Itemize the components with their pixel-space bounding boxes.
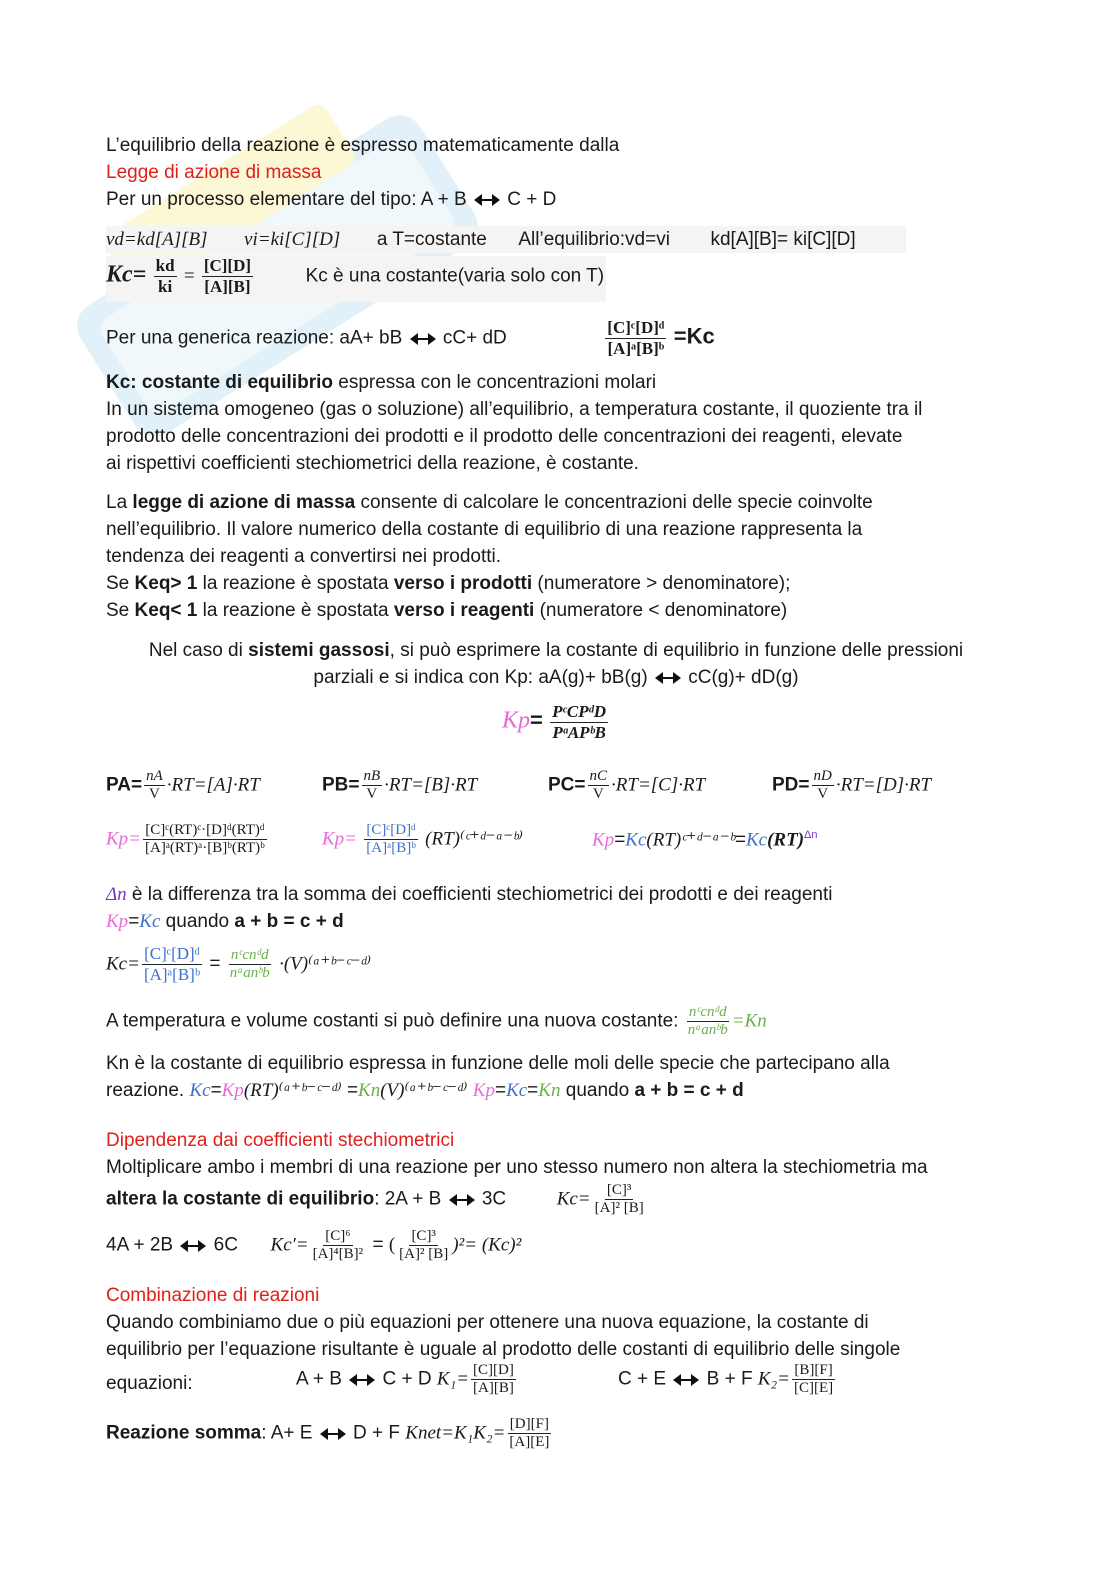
combo-r1 xyxy=(296,1362,518,1397)
kc-desc-rest: espressa con le concentrazioni molari xyxy=(332,372,657,393)
kd-num: kd xyxy=(155,256,175,275)
temp-constant: a T=costante xyxy=(376,229,487,250)
kn-kc: Kc xyxy=(189,1080,211,1101)
combo-r2 xyxy=(618,1362,837,1397)
stoich-example-1 xyxy=(106,1182,648,1224)
homogeneous-p2: prodotto delle concentrazioni dei prodotti e il prodotto delle concentrazioni dei reagenti, elevate xyxy=(106,426,903,447)
ab-den: [A][B] xyxy=(204,277,251,296)
kp-rt-3: (RT)ᶜ⁺ᵈ⁻ᵃ⁻ᵇ xyxy=(646,829,735,851)
kp-kc-condition xyxy=(106,908,344,935)
kc-desc-line xyxy=(106,369,656,396)
stoich-open: ( xyxy=(388,1234,396,1256)
pd-expr xyxy=(772,768,931,803)
combo-k2-den: [C][E] xyxy=(793,1380,834,1396)
double-arrow-icon xyxy=(472,193,502,207)
combo-sum xyxy=(106,1416,553,1462)
pa-num: nA xyxy=(146,768,163,784)
kn-num: nᶜcnᵈd xyxy=(688,1004,727,1020)
stoich-close: )²= (Kc)² xyxy=(452,1234,522,1256)
keq-g-3: la reazione è spostata xyxy=(197,573,394,594)
combo-r1-lhs: A + B xyxy=(296,1368,342,1390)
homogeneous-p3: ai rispettivi coefficienti stechiometrici della reazione, è costante. xyxy=(106,453,639,474)
keq-l-4: verso i reagenti xyxy=(393,600,535,621)
double-arrow-icon xyxy=(347,1373,377,1387)
heading-stoichiometry: Dipendenza dai coefficienti stechiometrici xyxy=(106,1130,455,1151)
stoich-num3: [C]³ xyxy=(411,1228,436,1244)
generic-products: cC+ dD xyxy=(442,327,507,349)
stoich-num2: [C]⁶ xyxy=(325,1228,351,1244)
intro-line: L’equilibrio della reazione è espresso matematicamente dalla xyxy=(106,135,620,156)
keq-g-2: Keq> 1 xyxy=(134,573,198,594)
double-arrow-icon xyxy=(178,1239,208,1253)
kn-kc2: Kc xyxy=(506,1080,528,1101)
pd-den: V xyxy=(817,786,829,802)
kp-expr-1 xyxy=(106,822,269,857)
combo-k2: K₂= xyxy=(757,1368,790,1390)
generic-reaction xyxy=(106,318,715,368)
cond-when: quando xyxy=(160,911,235,932)
combo-r2-rhs: B + F xyxy=(706,1368,753,1390)
generic-text: Per una generica reazione: aA+ bB xyxy=(106,327,403,349)
stoich-r2-end: 6C xyxy=(213,1234,238,1256)
gas-a2: sistemi gassosi xyxy=(248,640,390,661)
kp-definition: Kp= $\frac{\text{PᶜCPᵈD}}{\text{PᵃAPᵇB}}$ xyxy=(502,702,606,742)
combo-sum-bold: Reazione somma xyxy=(106,1422,262,1444)
combo-r1-rhs: C + D xyxy=(382,1368,432,1390)
kp-expr-3 xyxy=(592,822,818,853)
kp-num-1: [C]ᶜ(RT)ᶜ·[D]ᵈ(RT)ᵈ xyxy=(145,822,265,838)
pc-expr xyxy=(548,768,705,803)
gas-b: parziali e si indica con Kp: aA(g)+ bB(g) xyxy=(313,667,648,688)
kp-den-1: [A]ᵃ(RT)ᵃ·[B]ᵇ(RT)ᵇ xyxy=(145,840,265,856)
keq-l-1: Se xyxy=(106,600,135,621)
combo-text-2: equilibrio per l’equazione risultante è uguale al prodotto delle costanti di equilibrio delle singole xyxy=(106,1339,901,1360)
kn-eq: = xyxy=(210,1080,222,1101)
kn-c1: reazione. xyxy=(106,1080,190,1101)
kcm-eq: = xyxy=(209,953,221,975)
combo-r2-lhs: C + E xyxy=(618,1368,667,1390)
kcm-lhs: Kc= xyxy=(106,953,140,975)
stoich-r2: 4A + 2B xyxy=(106,1234,174,1256)
kp-den-2: [A]ᵃ[B]ᵇ xyxy=(366,840,416,856)
pa-rhs: ·RT=[A]·RT xyxy=(166,774,260,796)
kp-expr-2 xyxy=(322,822,523,857)
double-arrow-icon xyxy=(671,1373,701,1387)
combo-k1-den: [A][B] xyxy=(473,1380,514,1396)
pa-den: V xyxy=(149,786,160,802)
kp-eq-3: = xyxy=(614,829,626,851)
kn-relations xyxy=(106,1077,744,1104)
kn-den: nᵃanᵇb xyxy=(687,1022,728,1038)
gas-b-end: cC(g)+ dD(g) xyxy=(688,667,799,688)
stoich-num: [C]³ xyxy=(606,1182,632,1198)
pd-num: nD xyxy=(813,768,832,784)
kn-kn2: Kn xyxy=(538,1080,561,1101)
heading-combination: Combinazione di reazioni xyxy=(106,1285,320,1306)
kcm-tail: ·(V)⁽ᵃ⁺ᵇ⁻ᶜ⁻ᵈ⁾ xyxy=(279,953,372,975)
pd-lhs: PD= xyxy=(772,774,810,796)
kn-when: quando xyxy=(560,1080,635,1101)
double-arrow-icon xyxy=(318,1427,348,1441)
pa-lhs: PA= xyxy=(106,774,143,796)
generic-den: [A]ᵃ[B]ᵇ xyxy=(607,339,665,358)
pa-expr xyxy=(106,768,260,803)
combo-knet-den: [A][E] xyxy=(509,1434,550,1450)
stoich-kc2: Kc′= xyxy=(270,1234,309,1256)
kn-kp: Kp xyxy=(221,1080,244,1101)
keq-g-5: (numeratore > denominatore); xyxy=(532,573,791,594)
pb-expr xyxy=(322,768,477,803)
combo-k1-num: [C][D] xyxy=(473,1362,514,1378)
kcm-den-2: nᵃanᵇb xyxy=(229,965,270,981)
partial-pressures xyxy=(106,768,1006,812)
kp-rt-2: (RT)⁽ᶜ⁺ᵈ⁻ᵃ⁻ᵇ⁾ xyxy=(425,828,523,850)
kn-rhs: =Kn xyxy=(731,1010,767,1032)
elementary-process xyxy=(106,186,556,213)
stoich-text: Moltiplicare ambo i membri di una reazione per uno stesso numero non altera la stechiometria ma xyxy=(106,1157,928,1178)
kn-kn: Kn xyxy=(358,1080,381,1101)
generic-num: [C]ᶜ[D]ᵈ xyxy=(607,318,665,337)
elementary-text: Per un processo elementare del tipo: A + B xyxy=(106,189,467,210)
kc-moles-expression xyxy=(106,944,371,998)
pc-lhs: PC= xyxy=(548,774,586,796)
pb-den: V xyxy=(366,786,378,802)
delta-n-text: è la differenza tra la somma dei coefficienti stechiometrici dei prodotti e dei reagenti xyxy=(126,884,833,905)
kn-eq2: = xyxy=(341,1080,359,1101)
combo-text-1: Quando combiniamo due o più equazioni per ottenere una nuova equazione, la costante di xyxy=(106,1312,869,1333)
cd-num: [C][D] xyxy=(203,256,252,275)
law-line-1 xyxy=(106,489,873,516)
elementary-products: C + D xyxy=(507,189,557,210)
stoich-den2: [A]⁴[B]² xyxy=(312,1246,364,1262)
stoich-den3: [A]² [B] xyxy=(399,1246,449,1262)
kp-symbol: Kp xyxy=(502,707,531,734)
kp-lhs-1: Kp= xyxy=(106,828,141,850)
gas-line-1 xyxy=(106,637,1006,664)
kn-v: (V)⁽ᵃ⁺ᵇ⁻ᶜ⁻ᵈ⁾ xyxy=(380,1080,468,1101)
pb-lhs: PB= xyxy=(322,774,360,796)
stoich-r1-end: 3C xyxy=(481,1188,507,1210)
kd-ki-fraction xyxy=(154,256,177,297)
kd-ki-equality: kd[A][B]= ki[C][D] xyxy=(710,229,856,250)
pb-rhs: ·RT=[B]·RT xyxy=(384,774,478,796)
keq-l-2: Keq< 1 xyxy=(134,600,198,621)
kn-eq4: = xyxy=(527,1080,539,1101)
combo-sum-rhs: D + F xyxy=(353,1422,401,1444)
kp-kc-4: Kc xyxy=(746,829,768,851)
law-line-2: nell’equilibrio. Il valore numerico della costante di equilibrio di una reazione rappresenta la xyxy=(106,519,863,540)
pc-num: nC xyxy=(589,768,608,784)
gas-a3: , si può esprimere la costante di equilibrio in funzione delle pressioni xyxy=(389,640,964,661)
delta-n-line xyxy=(106,881,833,908)
stoich-kc: Kc= xyxy=(556,1188,591,1210)
pc-den: V xyxy=(592,786,604,802)
rates-line xyxy=(106,226,906,253)
double-arrow-icon xyxy=(408,332,438,346)
double-arrow-icon xyxy=(447,1193,477,1207)
cond-expr: a + b = c + d xyxy=(234,911,344,932)
kn-eq3: = xyxy=(494,1080,507,1101)
delta-n-exp: Δn xyxy=(804,829,818,841)
kn-definition xyxy=(106,1004,767,1050)
gas-line-2 xyxy=(106,664,1006,691)
kcm-num-1: [C]ᶜ[D]ᵈ xyxy=(144,944,200,963)
ki-den: ki xyxy=(157,277,173,296)
combo-reactions xyxy=(106,1362,1006,1408)
kp-num: PᶜCPᵈD xyxy=(552,702,606,721)
pc-rhs: ·RT=[C]·RT xyxy=(611,774,706,796)
kp-fraction xyxy=(550,702,608,743)
kp-lhs-3: Kp xyxy=(592,829,615,851)
kn-desc: Kn è la costante di equilibrio espressa in funzione delle moli delle specie che partecipano alla xyxy=(106,1053,890,1074)
delta-n-symbol: Δn xyxy=(106,884,127,905)
law-a1: La xyxy=(106,492,133,513)
kp-kc-3: Kc xyxy=(625,829,647,851)
kp-lhs-2: Kp= xyxy=(322,828,357,850)
keq-l-3: la reazione è spostata xyxy=(197,600,394,621)
kp-num-2: [C]ᶜ[D]ᵈ xyxy=(366,822,416,838)
heading-mass-action: Legge di azione di massa xyxy=(106,162,322,183)
cond-kc: Kc xyxy=(139,911,161,932)
keq-less xyxy=(106,597,787,624)
vi-expression: vi=ki[C][D] xyxy=(244,229,341,250)
kp-derivation xyxy=(106,822,1006,868)
combo-k2-num: [B][F] xyxy=(794,1362,833,1378)
keq-g-4: verso i prodotti xyxy=(393,573,533,594)
kn-kp2: Kp xyxy=(472,1080,495,1101)
stoich-den: [A]² [B] xyxy=(594,1200,644,1216)
kn-cond: a + b = c + d xyxy=(634,1080,744,1101)
kc-definition: Kc= $\frac{kd}{ki}$ = $\frac{[C][D]}{[A][B]}$ Kc è una costante(varia solo con T) xyxy=(106,256,606,302)
gas-a1: Nel caso di xyxy=(148,640,249,661)
kn-rt: (RT)⁽ᵃ⁺ᵇ⁻ᶜ⁻ᵈ⁾ xyxy=(243,1080,342,1101)
equilibrium-condition: All’equilibrio:vd=vi xyxy=(518,229,670,250)
pb-num: nB xyxy=(363,768,381,784)
law-line-3: tendenza dei reagenti a convertirsi nei prodotti. xyxy=(106,546,502,567)
law-a2: legge di azione di massa xyxy=(132,492,356,513)
kcm-den-1: [A]ᵃ[B]ᵇ xyxy=(143,965,201,984)
generic-kc-fraction xyxy=(605,318,666,359)
cond-eq: = xyxy=(128,911,140,932)
pd-rhs: ·RT=[D]·RT xyxy=(835,774,932,796)
kp-den: PᵃAPᵇB xyxy=(552,723,606,742)
double-arrow-icon xyxy=(653,671,683,685)
combo-sum-lhs: : A+ E xyxy=(261,1422,313,1444)
cond-kp: Kp xyxy=(106,911,129,932)
stoich-eq: = xyxy=(372,1234,384,1256)
combo-knet-num: [D][F] xyxy=(509,1416,549,1432)
kp-rt-4: (RT) xyxy=(767,829,805,851)
keq-l-5: (numeratore < denominatore) xyxy=(534,600,788,621)
kn-text: A temperatura e volume costanti si può definire una nuova costante: xyxy=(106,1010,679,1032)
kcm-num-2: nᶜcnᵈd xyxy=(230,947,269,963)
combo-equations-label: equazioni: xyxy=(106,1373,193,1394)
law-a3: consente di calcolare le concentrazioni delle specie coinvolte xyxy=(355,492,873,513)
kc-desc-bold: Kc: costante di equilibrio xyxy=(106,372,333,393)
kc-note: Kc è una costante(varia solo con T) xyxy=(305,265,605,287)
stoich-bold: altera la costante di equilibrio xyxy=(106,1188,375,1210)
keq-g-1: Se xyxy=(106,573,135,594)
combo-knet: Knet=K₁K₂= xyxy=(405,1422,506,1444)
stoich-r1: : 2A + B xyxy=(374,1188,442,1210)
kc-symbol: Kc= xyxy=(106,261,147,288)
homogeneous-p1: In un sistema omogeneo (gas o soluzione) all’equilibrio, a temperatura costante, il quoziente tra il xyxy=(106,399,923,420)
combo-k1: K₁= xyxy=(436,1368,470,1390)
generic-kc: =Kc xyxy=(673,323,715,349)
concentration-fraction xyxy=(202,256,253,297)
kp-eq-4: = xyxy=(734,829,746,851)
stoich-example-2 xyxy=(106,1228,521,1270)
vd-expression: vd=kd[A][B] xyxy=(106,229,208,250)
keq-greater xyxy=(106,570,790,597)
